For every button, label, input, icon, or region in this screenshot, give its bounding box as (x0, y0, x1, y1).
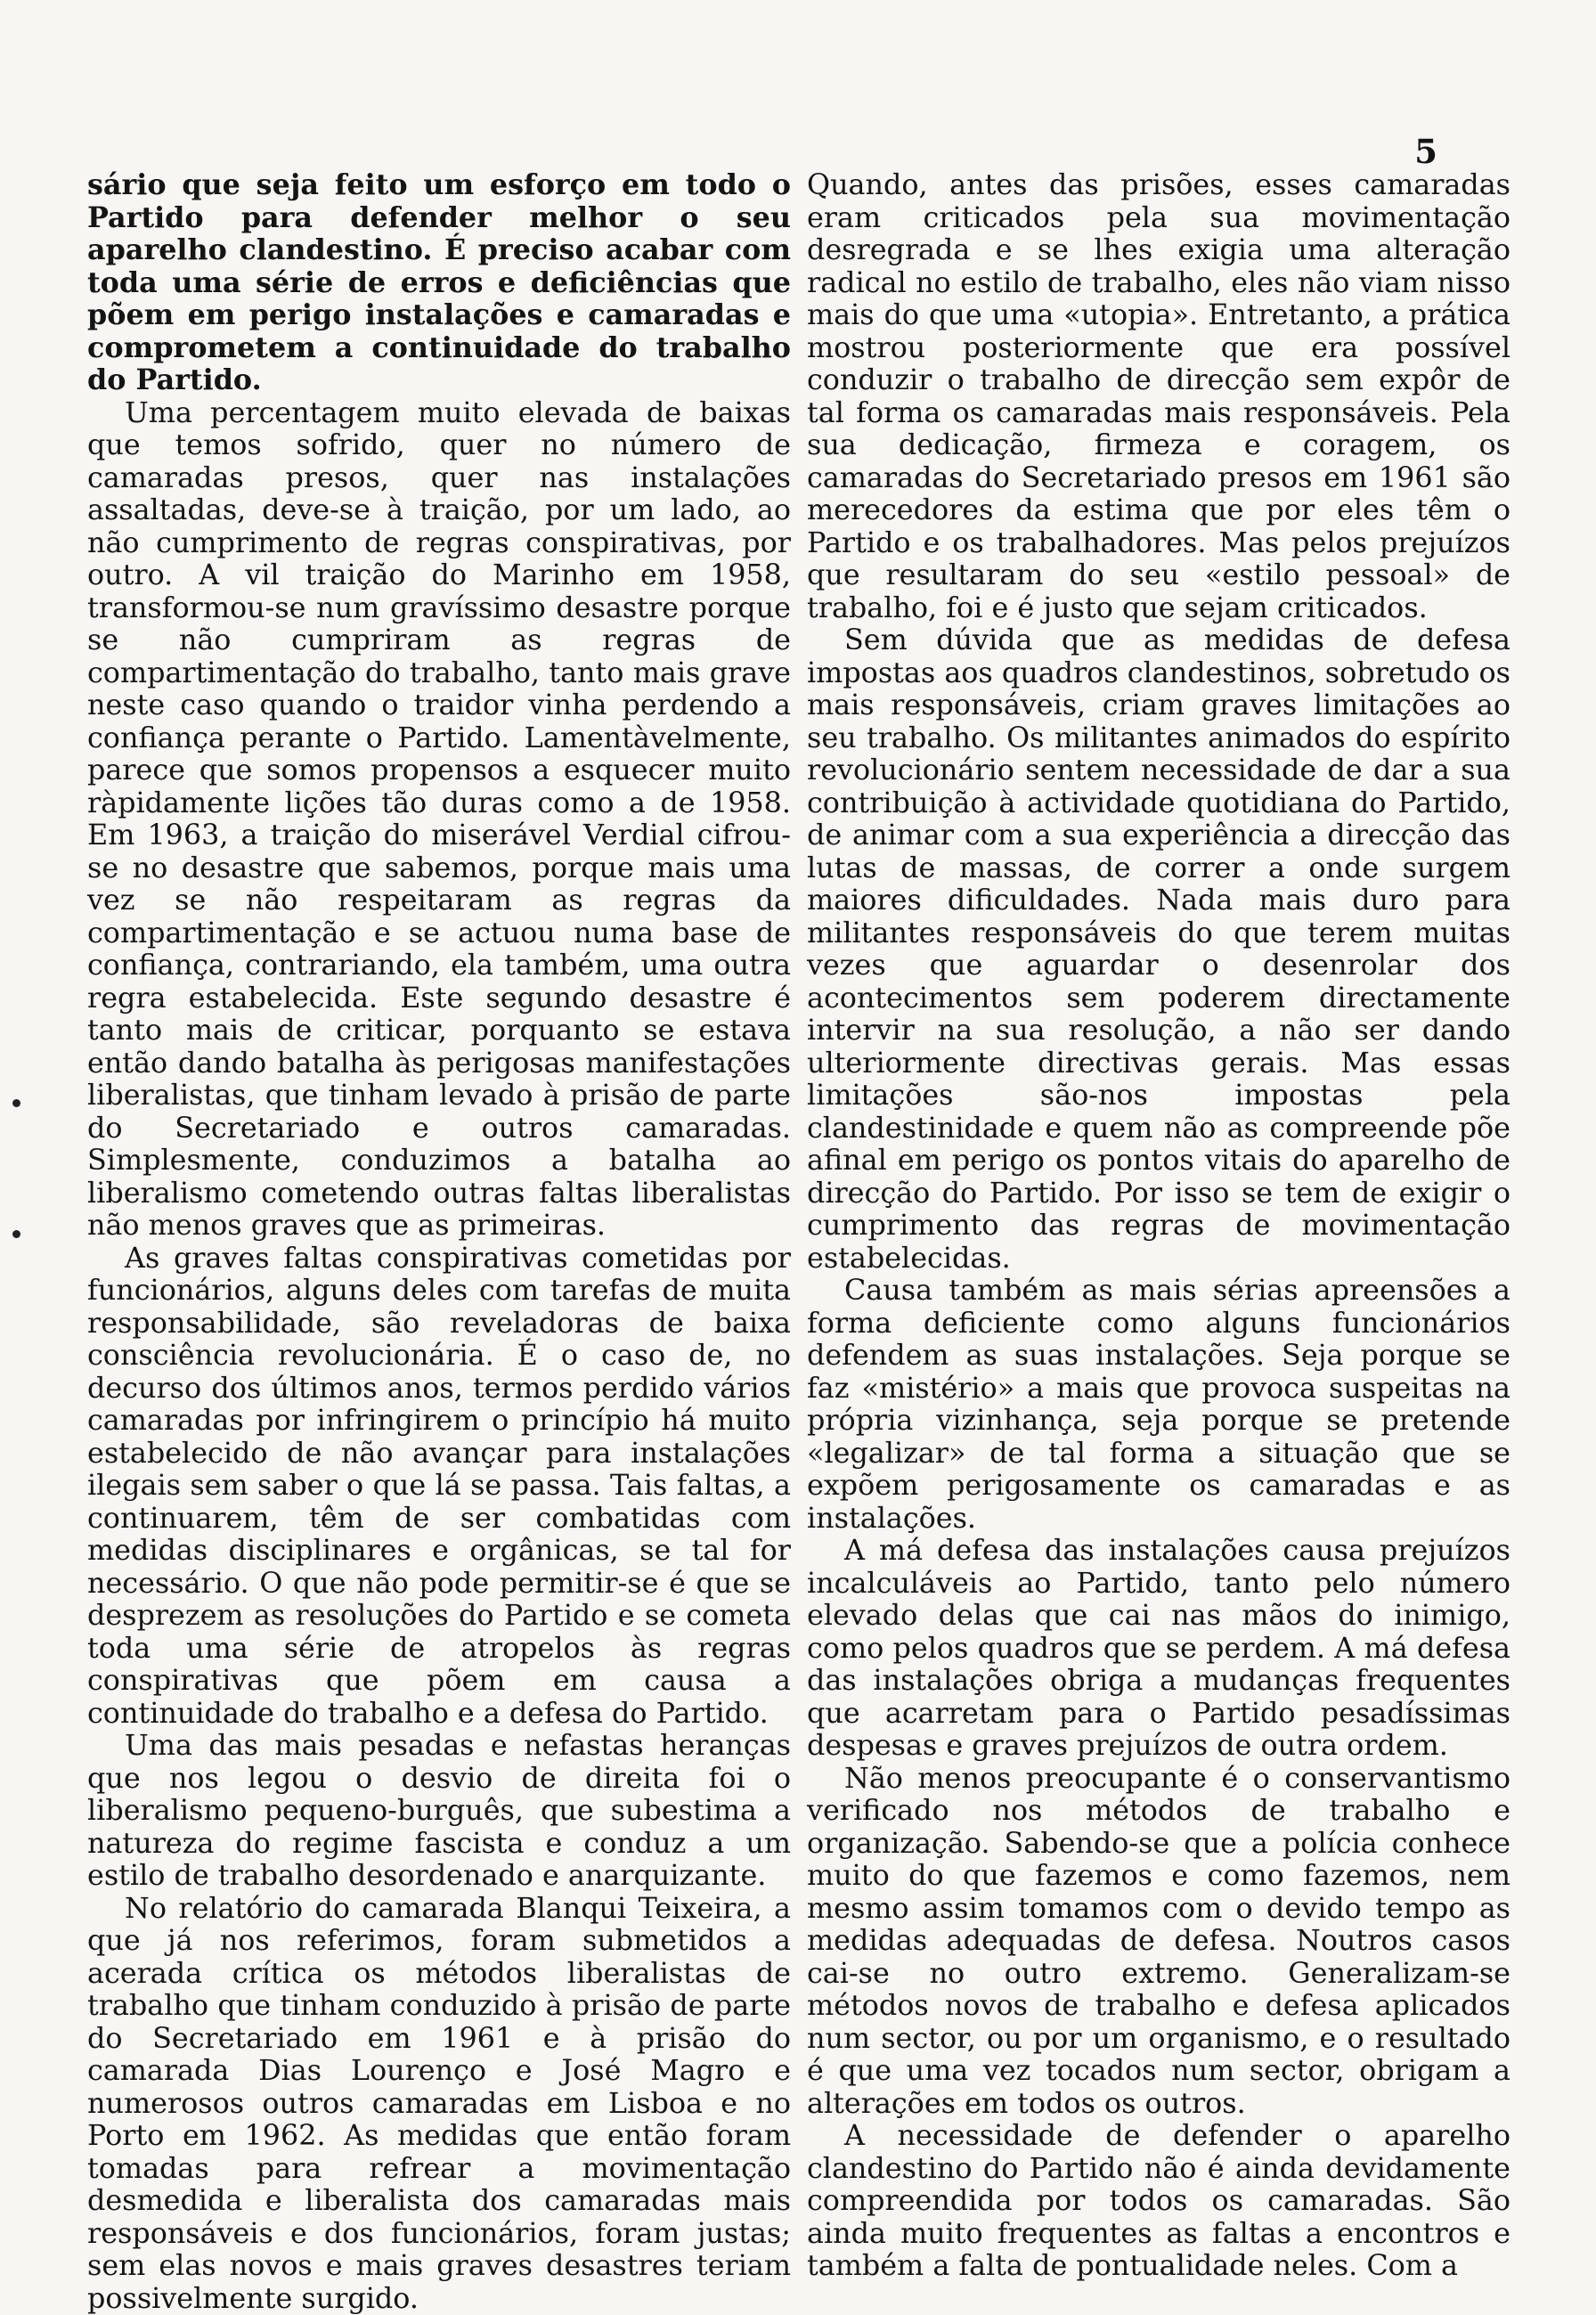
paragraph: Não menos preocupante é o conservantismo verificado nos métodos de trabalho e organização. Sabendo-se que a polícia conhece muito do que fazemos e como fazemos, nem mesmo assim tomamos com o devido tempo as medidas adequadas de defesa. Noutros casos cai-se no outro extremo. Generalizam-se métodos novos de trabalho e defesa aplicados num sector, ou por um organismo, e o resultado é que uma vez tocados num sector, obrigam a alterações em todos os outros. (807, 1763, 1510, 2121)
paragraph: A necessidade de defender o aparelho clandestino do Partido não é ainda devidamente compreendida por todos os camaradas. São ainda muito frequentes as faltas a encontros e também a falta de pontualidade neles. Com a (807, 2120, 1510, 2283)
paragraph: Quando, antes das prisões, esses camaradas eram criticados pela sua movimentação desregrada e se lhes exigia uma alteração radical no estilo de trabalho, eles não viam nisso mais do que uma «utopia». Entretanto, a prática mostrou posteriormente que era possível conduzir o trabalho de direcção sem expôr de tal forma os camaradas mais responsáveis. Pela sua dedicação, firmeza e coragem, os camaradas do Secretariado presos em 1961 são merecedores da estima que por eles têm o Partido e os trabalhadores. Mas pelos prejuízos que resultaram do seu «estilo pessoal» de trabalho, foi e é justo que sejam criticados. (807, 169, 1510, 624)
ink-dot (12, 1230, 20, 1238)
right-column (807, 169, 1510, 2283)
paragraph: Causa também as mais sérias apreensões a forma deficiente como alguns funcionários defendem as suas instalações. Seja porque se faz «mistério» a mais que provoca suspeitas na própria vizinhança, seja porque se pretende «legalizar» de tal forma a situação que se expõem perigosamente os camaradas e as instalações. (807, 1275, 1510, 1535)
page-number: 5 (1414, 132, 1437, 171)
left-column (87, 169, 791, 2315)
ink-dot (12, 1099, 20, 1107)
paragraph: As graves faltas conspirativas cometidas por funcionários, alguns deles com tarefas de muita responsabilidade, são reveladoras de baixa consciência revolucionária. É o caso de, no decurso dos últimos anos, termos perdido vários camaradas por infringirem o princípio há muito estabelecido de não avançar para instalações ilegais sem saber o que lá se passa. Tais faltas, a continuarem, têm de ser combatidas com medidas disciplinares e orgânicas, se tal for necessário. O que não pode permitir-se é que se desprezem as resoluções do Partido e se cometa toda uma série de atropelos às regras conspirativas que põem em causa a continuidade do trabalho e a defesa do Partido. (87, 1243, 791, 1731)
paragraph: Uma das mais pesadas e nefastas heranças que nos legou o desvio de direita foi o liberalismo pequeno-burguês, que subestima a natureza do regime fascista e conduz a um estilo de trabalho desordenado e anarquizante. (87, 1730, 791, 1893)
paragraph: A má defesa das instalações causa prejuízos incalculáveis ao Partido, tanto pelo número elevado delas que cai nas mãos do inimigo, como pelos quadros que se perdem. A má defesa das instalações obriga a mudanças frequentes que acarretam para o Partido pesadíssimas despesas e graves prejuízos de outra ordem. (807, 1535, 1510, 1763)
paragraph: Sem dúvida que as medidas de defesa impostas aos quadros clandestinos, sobretudo os mais responsáveis, criam graves limitações ao seu trabalho. Os militantes animados do espírito revolucionário sentem necessidade de dar a sua contribuição à actividade quotidiana do Partido, de animar com a sua experiência a direcção das lutas de massas, de correr a onde surgem maiores dificuldades. Nada mais duro para militantes responsáveis do que terem muitas vezes que aguardar o desenrolar dos acontecimentos sem poderem directamente intervir na sua resolução, a não ser dando ulteriormente directivas gerais. Mas essas limitações são-nos impostas pela clandestinidade e quem não as compreende põe afinal em perigo os pontos vitais do aparelho de direcção do Partido. Por isso se tem de exigir o cumprimento das regras de movimentação estabelecidas. (807, 624, 1510, 1275)
paragraph: No relatório do camarada Blanqui Teixeira, a que já nos referimos, foram submetidos a acerada crítica os métodos liberalistas de trabalho que tinham conduzido à prisão de parte do Secretariado em 1961 e à prisão do camarada Dias Lourenço e José Magro e numerosos outros camaradas em Lisboa e no Porto em 1962. As medidas que então foram tomadas para refrear a movimentação desmedida e liberalista dos camaradas mais responsáveis e dos funcionários, foram justas; sem elas novos e mais graves desastres teriam possivelmente surgido. (87, 1893, 791, 2315)
paragraph: sário que seja feito um esforço em todo o Partido para defender melhor o seu aparelho clandestino. É preciso acabar com toda uma série de erros e deficiências que põem em perigo instalações e camaradas e comprometem a continuidade do trabalho do Partido. (87, 169, 791, 397)
paragraph: Uma percentagem muito elevada de baixas que temos sofrido, quer no número de camaradas presos, quer nas instalações assaltadas, deve-se à traição, por um lado, ao não cumprimento de regras conspirativas, por outro. A vil traição do Marinho em 1958, transformou-se num gravíssimo desastre porque se não cumpriram as regras de compartimentação do trabalho, tanto mais grave neste caso quando o traidor vinha perdendo a confiança perante o Partido. Lamentàvelmente, parece que somos propensos a esquecer muito ràpidamente lições tão duras como a de 1958. Em 1963, a traição do miserável Verdial cifrou-se no desastre que sabemos, porque mais uma vez se não respeitaram as regras da compartimentação e se actuou numa base de confiança, contrariando, ela também, uma outra regra estabelecida. Este segundo desastre é tanto mais de criticar, porquanto se estava então dando batalha às perigosas manifestações liberalistas, que tinham levado à prisão de parte do Secretariado e outros camaradas. Simplesmente, conduzimos a batalha ao liberalismo cometendo outras faltas liberalistas não menos graves que as primeiras. (87, 397, 791, 1243)
